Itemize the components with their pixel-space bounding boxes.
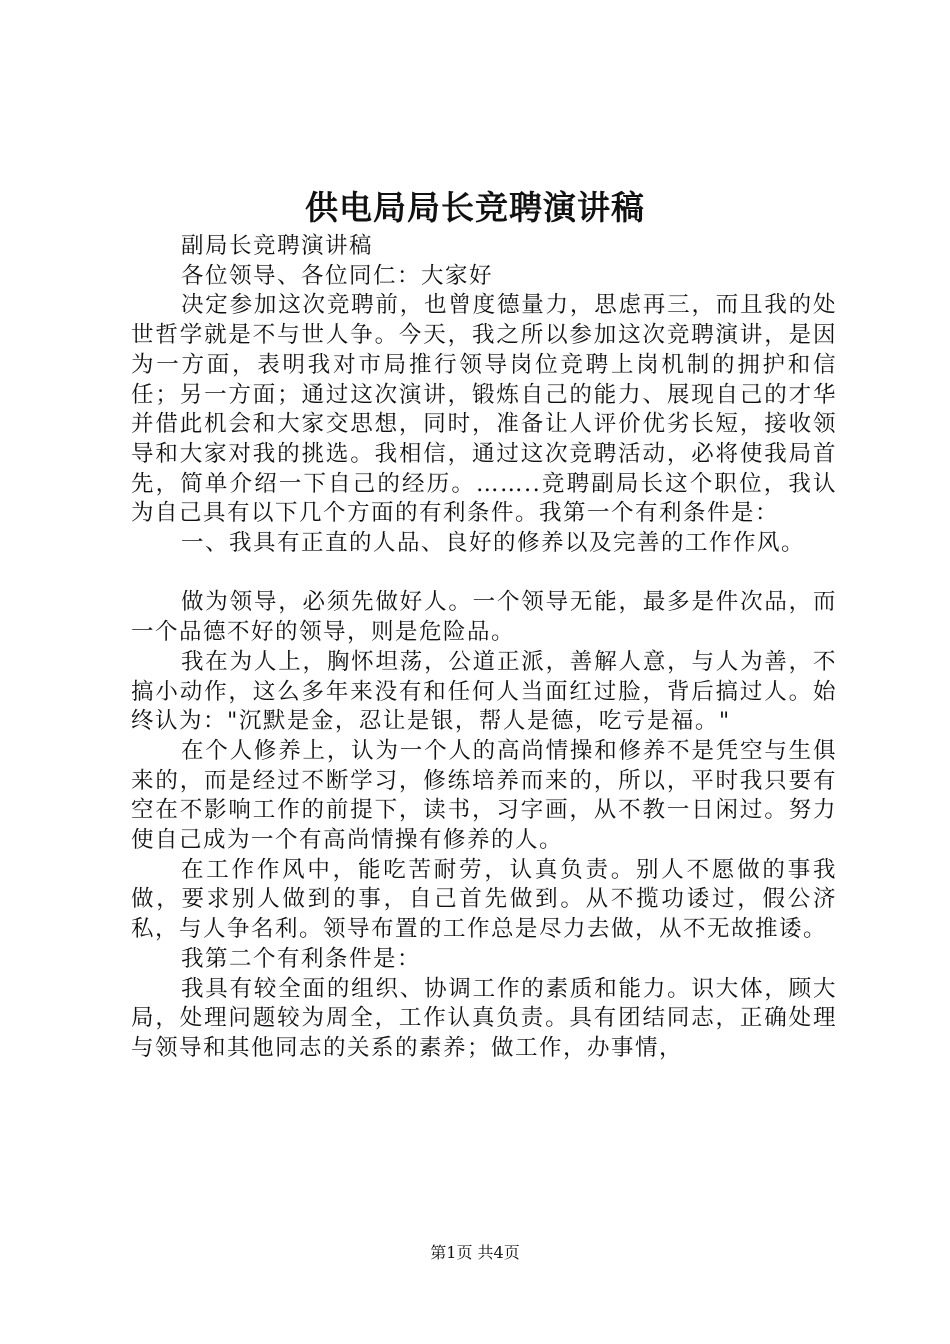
paragraph-cultivation: 在个人修养上，认为一个人的高尚情操和修养不是凭空与生俱来的，而是经过不断学习，修练培养而来的，所以，平时我只要有空在不影响工作的前提下，读书，习字画，从不教一日闲过。努力使自己成为一个有高尚情操有修养的人。	[131, 737, 837, 854]
paragraph-second-condition: 我第二个有利条件是：	[181, 945, 422, 972]
paragraph-ability: 我具有较全面的组织、协调工作的素质和能力。识大体，顾大局，处理问题较为周全，工作认真负责。具有团结同志，正确处理与领导和其他同志的关系的素养；做工作，办事情，	[131, 975, 837, 1061]
paragraph-character: 我在为人上，胸怀坦荡，公道正派，善解人意，与人为善，不搞小动作，这么多年来没有和任何人当面红过脸，背后搞过人。始终认为："沉默是金，忍让是银，帮人是德，吃亏是福。"	[131, 648, 837, 735]
page-footer: 第1页 共4页	[430, 1243, 520, 1262]
document-title: 供电局局长竞聘演讲稿	[305, 188, 645, 227]
paragraph-leadership: 做为领导，必须先做好人。一个领导无能，最多是件次品，而一个品德不好的领导，则是危险品。	[131, 589, 837, 646]
paragraph-subtitle: 副局长竞聘演讲稿	[181, 233, 374, 259]
paragraph-work-style: 在工作作风中，能吃苦耐劳，认真负责。别人不愿做的事我做，要求别人做到的事，自己首先做到。从不揽功诿过，假公济私，与人争名利。领导布置的工作总是尽力去做，从不无故推诿。	[131, 856, 837, 943]
paragraph-intro: 决定参加这次竞聘前，也曾度德量力，思虑再三，而且我的处世哲学就是不与世人争。今天，我之所以参加这次竞聘演讲，是因为一方面，表明我对市局推行领导岗位竞聘上岗机制的拥护和信任；另一方面；通过这次演讲，锻炼自己的能力、展现自己的才华并借此机会和大家交思想，同时，准备让人评价优劣长短，接收领导和大家对我的挑选。我相信，通过这次竞聘活动，必将使我局首先，简单介绍一下自己的经历。……..竞聘副局长这个职位，我认为自己具有以下几个方面的有利条件。我第一个有利条件是：	[131, 292, 837, 527]
document-body	[131, 232, 837, 1064]
paragraph-greeting: 各位领导、各位同仁：大家好	[181, 262, 494, 289]
paragraph-point-one: 一、我具有正直的人品、良好的修养以及完善的工作作风。	[181, 530, 806, 557]
